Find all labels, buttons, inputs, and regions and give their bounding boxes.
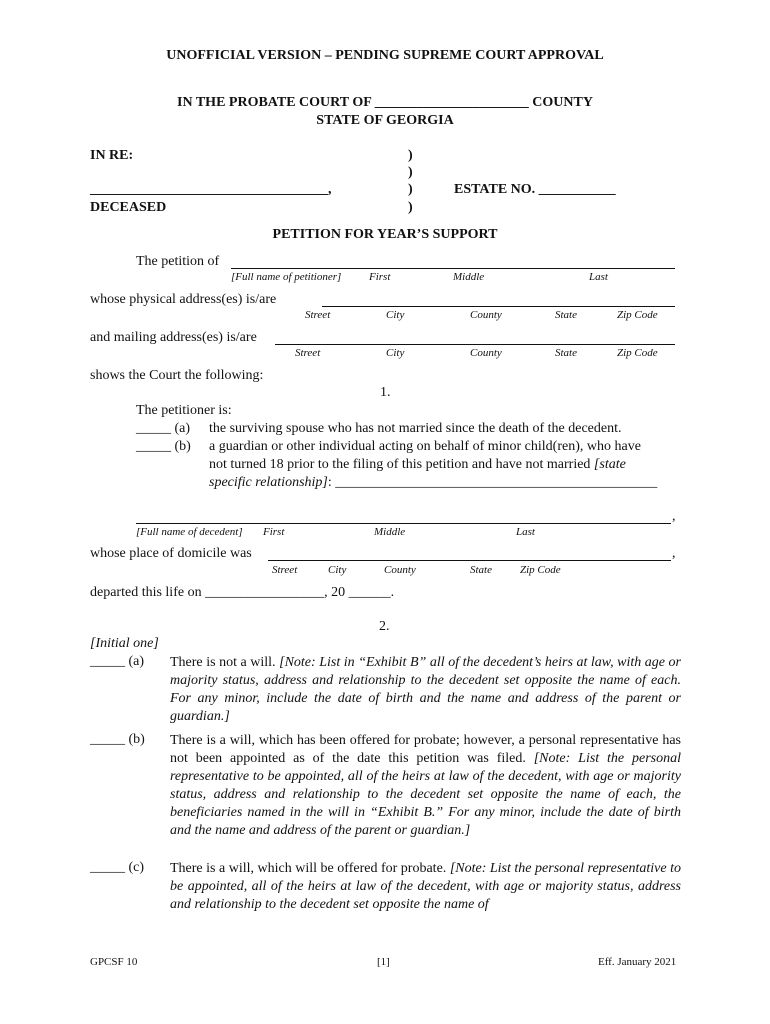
petitioner-name-caption: [Full name of petitioner] bbox=[231, 271, 342, 283]
in-re-label: IN RE: bbox=[90, 148, 134, 163]
option-2b-note: [Note: List the personal representative to be appointed, all of the heirs at law of the decedent, with age or majority status, address and relationship to the decedent set opposite the name of each, the beneficiaries named in the will in “Exhibit B.” For any minor, include the date of birth and the name and address of the parent or guardian.] bbox=[170, 751, 682, 838]
county-caption: County bbox=[470, 309, 502, 321]
option-1b-text-italic: [state bbox=[593, 457, 626, 472]
street-caption: Street bbox=[272, 564, 298, 576]
option-1b-text-line1: a guardian or other individual acting on behalf of minor child(ren), who have bbox=[209, 439, 641, 454]
zip-caption: Zip Code bbox=[617, 347, 658, 359]
caption-paren: ) bbox=[408, 148, 413, 163]
county-caption: County bbox=[384, 564, 416, 576]
option-2a-note: [Note: List in “Exhibit B” all of the decedent’s heirs at law, with age or majority status, address and relationship to the decedent set opposite the name of each. For any minor, include the date of birth and the name and address of the parent or guardian.] bbox=[170, 655, 681, 724]
section-1-number: 1. bbox=[380, 385, 391, 400]
first-caption: First bbox=[263, 526, 285, 538]
option-1b-text-plain: not turned 18 prior to the filing of this petition and have not married bbox=[209, 457, 591, 472]
caption-paren: ) bbox=[408, 182, 413, 197]
decedent-name-comma: , bbox=[672, 509, 676, 524]
option-2a-initial[interactable]: _____ (a) bbox=[90, 654, 145, 669]
last-caption: Last bbox=[516, 526, 535, 538]
relationship-label: specific relationship] bbox=[209, 475, 328, 490]
option-2b-plain: There is a will, which has been offered for probate; however, a personal representative has not been appointed as of the date this petition was filed. bbox=[170, 733, 681, 766]
physical-address-label: whose physical address(es) is/are bbox=[90, 292, 277, 307]
caption-paren: ) bbox=[408, 165, 413, 180]
page-number: [1] bbox=[377, 956, 390, 968]
city-caption: City bbox=[328, 564, 347, 576]
domicile-comma: , bbox=[672, 546, 676, 561]
street-caption: Street bbox=[305, 309, 331, 321]
option-2a-text bbox=[170, 654, 681, 726]
deceased-name-line[interactable]: __________________________________, bbox=[90, 182, 332, 197]
departed-date-field[interactable]: departed this life on _________________, 20 ______. bbox=[90, 585, 395, 600]
zip-caption: Zip Code bbox=[520, 564, 561, 576]
state-caption: State bbox=[470, 564, 492, 576]
domicile-field[interactable] bbox=[268, 560, 671, 561]
middle-caption: Middle bbox=[374, 526, 406, 538]
shows-court-text: shows the Court the following: bbox=[90, 368, 264, 383]
option-2c-note: [Note: List the personal representative to be appointed, all of the heirs at law of the decedent, with age or majority status, address and relationship to the decedent set opposite the name of bbox=[170, 861, 681, 912]
mailing-address-field[interactable] bbox=[275, 344, 675, 345]
street-caption: Street bbox=[295, 347, 321, 359]
relationship-blank: : ______________________________________________ bbox=[327, 475, 658, 490]
deceased-label: DECEASED bbox=[90, 200, 167, 215]
physical-address-field[interactable] bbox=[322, 306, 675, 307]
court-title: IN THE PROBATE COURT OF ______________________ COUNTY bbox=[177, 95, 593, 110]
first-caption: First bbox=[369, 271, 391, 283]
option-1b-text-line2 bbox=[209, 457, 626, 473]
option-2c-text bbox=[170, 860, 681, 914]
option-1b-initial[interactable]: _____ (b) bbox=[136, 439, 191, 454]
state-title: STATE OF GEORGIA bbox=[316, 113, 454, 128]
option-2b-initial[interactable]: _____ (b) bbox=[90, 732, 145, 747]
petitioner-name-field[interactable] bbox=[231, 268, 675, 269]
zip-caption: Zip Code bbox=[617, 309, 658, 321]
section-2-number: 2. bbox=[379, 619, 390, 634]
city-caption: City bbox=[386, 347, 405, 359]
effective-date: Eff. January 2021 bbox=[598, 956, 677, 968]
unofficial-banner: UNOFFICIAL VERSION – PENDING SUPREME COURT APPROVAL bbox=[166, 48, 604, 63]
petitioner-is-label: The petitioner is: bbox=[136, 403, 232, 418]
decedent-name-caption: [Full name of decedent] bbox=[136, 526, 243, 538]
option-1a-text: the surviving spouse who has not married since the death of the decedent. bbox=[209, 421, 622, 436]
state-caption: State bbox=[555, 347, 577, 359]
caption-paren: ) bbox=[408, 200, 413, 215]
domicile-label: whose place of domicile was bbox=[90, 546, 252, 561]
option-2a-plain: There is not a will. bbox=[170, 655, 276, 670]
option-2c-plain: There is a will, which will be offered for probate. bbox=[170, 861, 447, 876]
city-caption: City bbox=[386, 309, 405, 321]
form-number: GPCSF 10 bbox=[90, 956, 138, 968]
county-caption: County bbox=[470, 347, 502, 359]
relationship-field[interactable] bbox=[209, 475, 657, 491]
last-caption: Last bbox=[589, 271, 608, 283]
decedent-name-field[interactable] bbox=[136, 523, 671, 524]
initial-one-label: [Initial one] bbox=[90, 636, 159, 651]
mailing-address-label: and mailing address(es) is/are bbox=[90, 330, 257, 345]
option-1a-initial[interactable]: _____ (a) bbox=[136, 421, 191, 436]
option-2b-text bbox=[170, 732, 681, 840]
option-2c-initial[interactable]: _____ (c) bbox=[90, 860, 145, 875]
petition-title: PETITION FOR YEAR’S SUPPORT bbox=[272, 227, 498, 242]
petitioner-label: The petition of bbox=[136, 254, 220, 269]
estate-number-field[interactable]: ESTATE NO. ___________ bbox=[454, 182, 616, 197]
state-caption: State bbox=[555, 309, 577, 321]
middle-caption: Middle bbox=[453, 271, 485, 283]
